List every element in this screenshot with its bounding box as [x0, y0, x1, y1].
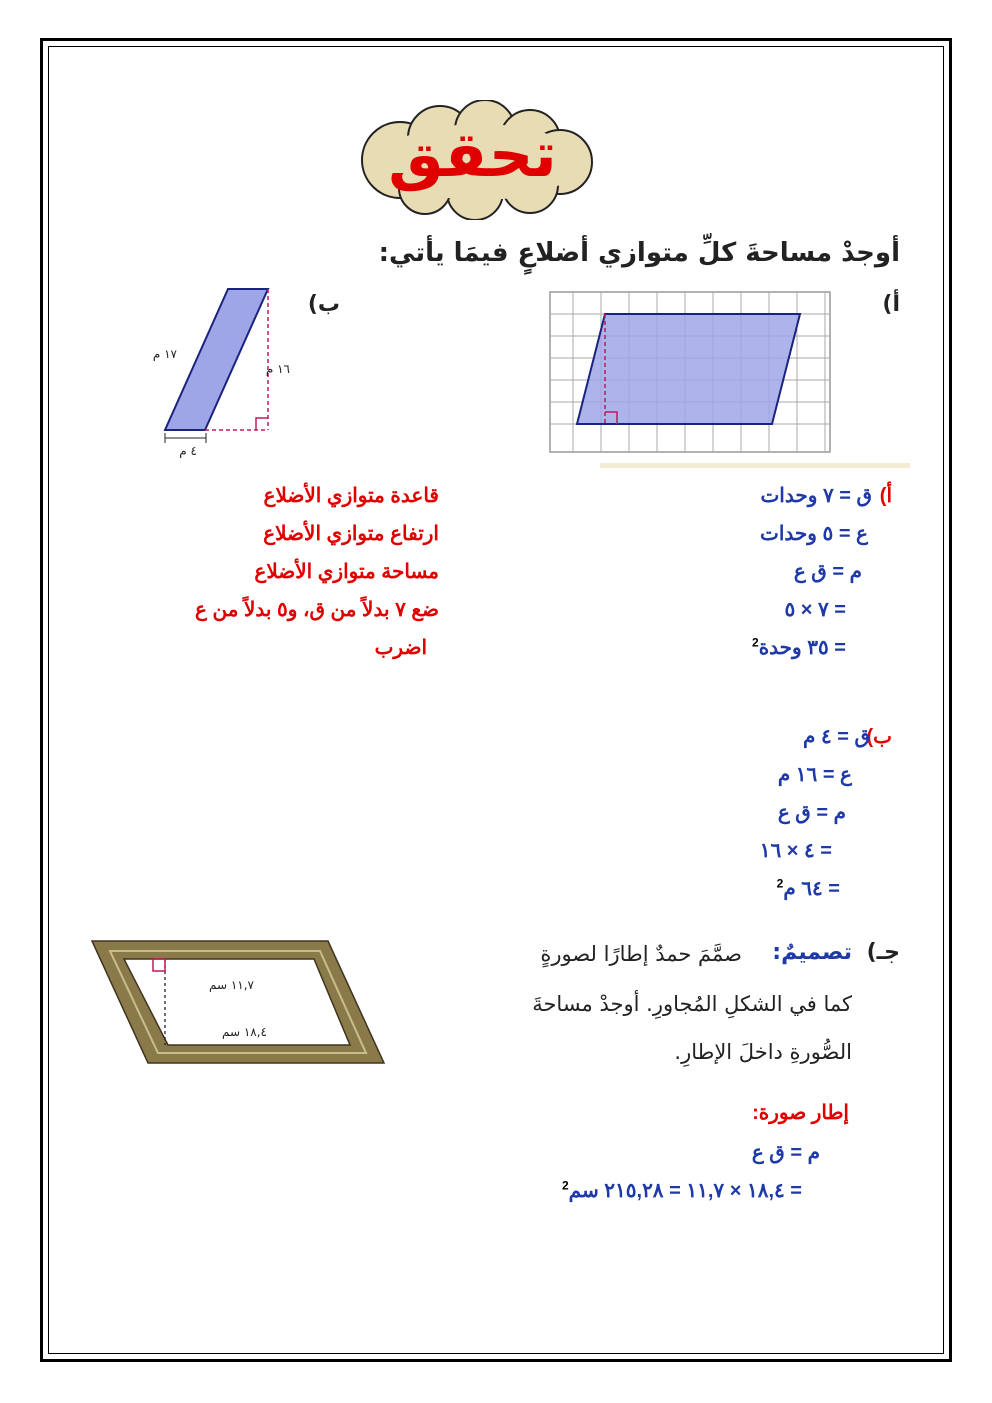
explanation-height: ارتفاع متوازي الأضلاع — [263, 523, 439, 545]
solution-a-line2: ع = ٥ وحدات — [760, 523, 868, 545]
solution-b-line3: م = ق ع — [777, 802, 846, 824]
solution-b-line2: ع = ١٦ م — [777, 764, 852, 786]
problem-c-keyword: تصميمٌ: — [772, 940, 852, 965]
figure-a-label: أ) — [882, 292, 900, 317]
explanation-area: مساحة متوازي الأضلاع — [254, 561, 439, 583]
explanation-base: قاعدة متوازي الأضلاع — [263, 485, 439, 507]
figure-c-base-label: ١٨,٤ سم — [221, 1025, 267, 1039]
figure-b-label: ب) — [307, 292, 340, 317]
figure-b-base-label: ٤ م — [179, 444, 197, 458]
base-arrow-icon — [163, 431, 208, 445]
explanation-multiply: اضرب — [374, 637, 427, 659]
instruction-text: أوجدْ مساحةَ كلِّ متوازي أضلاعٍ فيمَا يأتي: — [378, 238, 900, 268]
solution-a-label: أ) — [879, 485, 892, 507]
solution-c-title: إطار صورة: — [752, 1102, 849, 1124]
figure-b-height-label: ١٦ م — [265, 362, 290, 376]
problem-c-label: جـ) — [866, 940, 900, 965]
solution-c-line1: م = ق ع — [751, 1142, 820, 1164]
problem-c-line2: كما في الشكلِ المُجاورِ. أوجدْ مساحةَ — [532, 992, 852, 1016]
solution-a-line1: ق = ٧ وحدات — [760, 485, 872, 507]
yellow-divider — [600, 463, 910, 468]
figure-b-parallelogram — [160, 285, 275, 435]
figure-b-side-label: ١٧ م — [152, 347, 177, 361]
solution-c-line2: = ١٨,٤ × ١١,٧ = ٢١٥,٢٨ سم$^2$ — [561, 1178, 802, 1202]
figure-c-picture-frame — [88, 935, 388, 1070]
solution-b-label: ب) — [866, 726, 892, 748]
solution-a-line3: م = ق ع — [793, 561, 862, 583]
solution-b-line1: ق = ٤ م — [802, 726, 870, 748]
problem-c-line3: الصُّورةِ داخلَ الإطارِ. — [674, 1040, 852, 1064]
solution-a-line4: = ٧ × ٥ — [784, 599, 846, 621]
solution-b-line5: = ٦٤ م$^2$ — [776, 876, 840, 900]
figure-c-height-label: ١١,٧ سم — [208, 978, 254, 992]
problem-c-line1: صمَّمَ حمدٌ إطارًا لصورةٍ — [540, 942, 742, 966]
figure-a-grid-parallelogram — [545, 290, 835, 455]
explanation-substitute: ضع ٧ بدلاً من ق، و٥ بدلاً من ع — [195, 599, 439, 621]
solution-b-line4: = ٤ × ١٦ — [759, 840, 832, 862]
solution-a-line5: = ٣٥ وحدة$^2$ — [752, 635, 846, 659]
page-title: تحقق — [388, 118, 557, 191]
